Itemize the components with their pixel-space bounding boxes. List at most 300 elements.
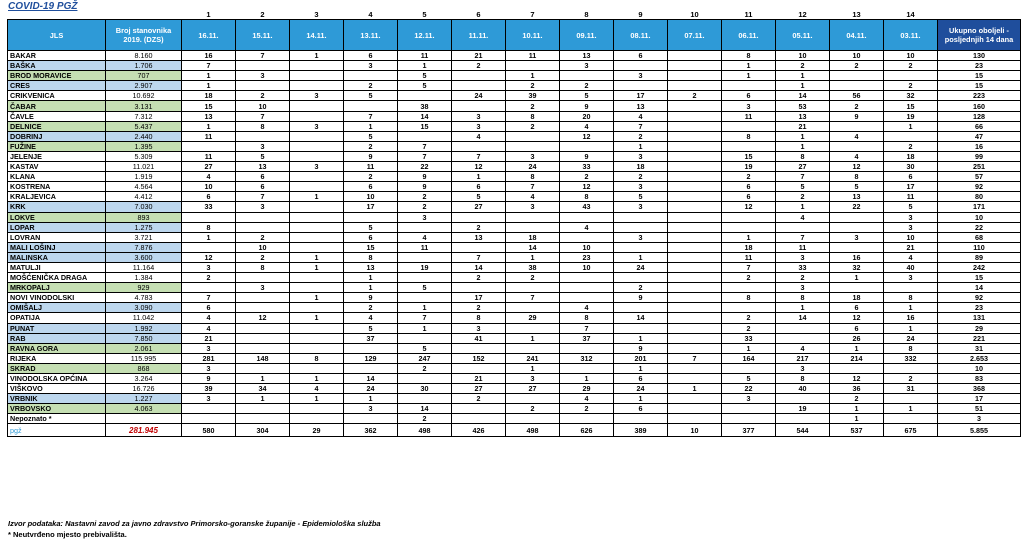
column-number: 14 xyxy=(906,9,915,19)
case-count-cell xyxy=(668,394,722,404)
table-row xyxy=(8,313,1021,323)
case-count-cell xyxy=(398,394,452,404)
case-count-cell: 29 xyxy=(506,313,560,323)
case-count-cell: 5 xyxy=(344,323,398,333)
case-count-cell: 8 xyxy=(722,131,776,141)
case-count-cell: 31 xyxy=(884,384,938,394)
municipality-name: CRIKVENICA xyxy=(8,91,106,101)
case-count-cell: 2 xyxy=(344,141,398,151)
case-count-cell: 3 xyxy=(452,121,506,131)
case-count-cell: 19 xyxy=(884,111,938,121)
total-cell: 130 xyxy=(938,51,1021,61)
population-cell: 1.227 xyxy=(106,394,182,404)
case-count-cell: 6 xyxy=(614,404,668,414)
case-count-cell: 22 xyxy=(830,202,884,212)
case-count-cell: 13 xyxy=(452,232,506,242)
case-count-cell xyxy=(290,71,344,81)
case-count-cell: 18 xyxy=(614,162,668,172)
municipality-name: KOSTRENA xyxy=(8,182,106,192)
summary-cell: 389 xyxy=(614,424,668,437)
case-count-cell xyxy=(668,212,722,222)
case-count-cell: 3 xyxy=(776,252,830,262)
population-cell: 707 xyxy=(106,71,182,81)
case-count-cell: 1 xyxy=(830,273,884,283)
case-count-cell: 7 xyxy=(182,61,236,71)
case-count-cell: 21 xyxy=(776,121,830,131)
case-count-cell: 18 xyxy=(722,242,776,252)
case-count-cell: 8 xyxy=(560,313,614,323)
case-count-cell: 3 xyxy=(290,121,344,131)
case-count-cell: 56 xyxy=(830,91,884,101)
case-count-cell: 7 xyxy=(722,262,776,272)
case-count-cell xyxy=(668,273,722,283)
header-date: 03.11. xyxy=(884,20,938,51)
total-cell: 221 xyxy=(938,333,1021,343)
case-count-cell xyxy=(398,333,452,343)
case-count-cell: 1 xyxy=(776,141,830,151)
case-count-cell xyxy=(290,343,344,353)
population-cell: 7.876 xyxy=(106,242,182,252)
case-count-cell: 2 xyxy=(884,61,938,71)
case-count-cell xyxy=(668,283,722,293)
header-date: 10.11. xyxy=(506,20,560,51)
total-cell: 80 xyxy=(938,192,1021,202)
case-count-cell: 15 xyxy=(398,121,452,131)
case-count-cell: 3 xyxy=(236,202,290,212)
case-count-cell xyxy=(830,363,884,373)
case-count-cell xyxy=(614,81,668,91)
case-count-cell: 40 xyxy=(884,262,938,272)
case-count-cell: 7 xyxy=(236,192,290,202)
case-count-cell: 2 xyxy=(776,61,830,71)
case-count-cell xyxy=(290,242,344,252)
case-count-cell xyxy=(290,404,344,414)
case-count-cell: 7 xyxy=(398,151,452,161)
case-count-cell: 10 xyxy=(560,262,614,272)
population-cell: 929 xyxy=(106,283,182,293)
case-count-cell xyxy=(236,363,290,373)
table-row xyxy=(8,101,1021,111)
case-count-cell: 30 xyxy=(398,384,452,394)
case-count-cell: 5 xyxy=(722,374,776,384)
population-cell: 3.090 xyxy=(106,303,182,313)
case-count-cell xyxy=(506,323,560,333)
case-count-cell xyxy=(722,414,776,424)
case-count-cell xyxy=(830,212,884,222)
case-count-cell xyxy=(506,61,560,71)
case-count-cell xyxy=(290,273,344,283)
municipality-name: MOŠĆENIČKA DRAGA xyxy=(8,273,106,283)
case-count-cell: 1 xyxy=(182,81,236,91)
case-count-cell: 1 xyxy=(344,273,398,283)
case-count-cell: 1 xyxy=(398,61,452,71)
case-count-cell: 18 xyxy=(884,151,938,161)
case-count-cell: 9 xyxy=(560,151,614,161)
case-count-cell: 13 xyxy=(236,162,290,172)
municipality-name: LOKVE xyxy=(8,212,106,222)
case-count-cell: 9 xyxy=(614,343,668,353)
case-count-cell xyxy=(344,363,398,373)
case-count-cell: 5 xyxy=(776,182,830,192)
total-cell: 10 xyxy=(938,363,1021,373)
table-row xyxy=(8,61,1021,71)
case-count-cell xyxy=(398,91,452,101)
case-count-cell xyxy=(290,151,344,161)
column-number: 7 xyxy=(530,9,535,19)
case-count-cell: 4 xyxy=(776,212,830,222)
case-count-cell: 5 xyxy=(398,71,452,81)
total-cell: 51 xyxy=(938,404,1021,414)
case-count-cell xyxy=(668,202,722,212)
total-cell: 92 xyxy=(938,182,1021,192)
case-count-cell xyxy=(452,101,506,111)
total-cell: 66 xyxy=(938,121,1021,131)
case-count-cell xyxy=(506,343,560,353)
column-number: 1 xyxy=(206,9,211,19)
case-count-cell: 1 xyxy=(776,81,830,91)
case-count-cell: 15 xyxy=(182,101,236,111)
total-cell: 22 xyxy=(938,222,1021,232)
population-cell: 3.264 xyxy=(106,374,182,384)
case-count-cell: 5 xyxy=(398,81,452,91)
case-count-cell: 1 xyxy=(884,323,938,333)
case-count-cell: 13 xyxy=(182,111,236,121)
population-cell: 16.726 xyxy=(106,384,182,394)
case-count-cell: 4 xyxy=(182,172,236,182)
case-count-cell xyxy=(452,212,506,222)
case-count-cell: 9 xyxy=(398,182,452,192)
case-count-cell: 22 xyxy=(722,384,776,394)
case-count-cell xyxy=(290,333,344,343)
case-count-cell xyxy=(668,101,722,111)
municipality-name: KLANA xyxy=(8,172,106,182)
case-count-cell: 2 xyxy=(722,172,776,182)
case-count-cell: 1 xyxy=(776,303,830,313)
case-count-cell: 3 xyxy=(182,262,236,272)
case-count-cell: 6 xyxy=(344,232,398,242)
case-count-cell: 9 xyxy=(830,111,884,121)
header-row xyxy=(8,20,1021,51)
case-count-cell xyxy=(290,222,344,232)
case-count-cell: 1 xyxy=(290,293,344,303)
case-count-cell xyxy=(668,232,722,242)
total-cell: 3 xyxy=(938,414,1021,424)
case-count-cell: 7 xyxy=(776,232,830,242)
case-count-cell xyxy=(560,363,614,373)
municipality-name: MALI LOŠINJ xyxy=(8,242,106,252)
population-cell: 8.160 xyxy=(106,51,182,61)
case-count-cell xyxy=(506,212,560,222)
case-count-cell: 39 xyxy=(182,384,236,394)
case-count-cell xyxy=(452,141,506,151)
case-count-cell xyxy=(614,212,668,222)
case-count-cell: 8 xyxy=(884,293,938,303)
case-count-cell: 2 xyxy=(344,303,398,313)
case-count-cell: 11 xyxy=(182,151,236,161)
case-count-cell: 2 xyxy=(398,414,452,424)
case-count-cell: 11 xyxy=(506,51,560,61)
case-count-cell: 33 xyxy=(560,162,614,172)
case-count-cell xyxy=(290,202,344,212)
case-count-cell xyxy=(290,182,344,192)
case-count-cell: 12 xyxy=(560,182,614,192)
case-count-cell: 3 xyxy=(452,323,506,333)
case-count-cell: 26 xyxy=(830,333,884,343)
case-count-cell: 3 xyxy=(506,151,560,161)
column-number-row xyxy=(8,9,1021,20)
case-count-cell: 32 xyxy=(830,262,884,272)
case-count-cell: 2 xyxy=(722,313,776,323)
case-count-cell: 33 xyxy=(722,333,776,343)
table-row xyxy=(8,81,1021,91)
case-count-cell: 23 xyxy=(560,252,614,262)
case-count-cell xyxy=(560,273,614,283)
total-cell: 128 xyxy=(938,111,1021,121)
case-count-cell: 217 xyxy=(776,353,830,363)
header-date: 05.11. xyxy=(776,20,830,51)
table-row xyxy=(8,91,1021,101)
case-count-cell: 2 xyxy=(236,252,290,262)
municipality-name: KASTAV xyxy=(8,162,106,172)
case-count-cell: 17 xyxy=(452,293,506,303)
case-count-cell: 7 xyxy=(452,252,506,262)
case-count-cell xyxy=(344,343,398,353)
case-count-cell: 6 xyxy=(452,182,506,192)
case-count-cell xyxy=(290,111,344,121)
case-count-cell xyxy=(290,323,344,333)
case-count-cell: 2 xyxy=(452,222,506,232)
column-number: 12 xyxy=(798,9,807,19)
column-number: 8 xyxy=(584,9,589,19)
case-count-cell xyxy=(668,252,722,262)
case-count-cell: 2 xyxy=(398,192,452,202)
case-count-cell xyxy=(722,363,776,373)
case-count-cell: 3 xyxy=(182,343,236,353)
case-count-cell xyxy=(884,394,938,404)
case-count-cell: 6 xyxy=(236,182,290,192)
table-row xyxy=(8,303,1021,313)
municipality-name: DOBRINJ xyxy=(8,131,106,141)
case-count-cell xyxy=(398,222,452,232)
case-count-cell xyxy=(668,141,722,151)
case-count-cell xyxy=(452,283,506,293)
case-count-cell: 1 xyxy=(614,252,668,262)
case-count-cell: 1 xyxy=(506,363,560,373)
population-cell: 1.706 xyxy=(106,61,182,71)
table-row xyxy=(8,353,1021,363)
case-count-cell: 11 xyxy=(722,252,776,262)
case-count-cell: 15 xyxy=(722,151,776,161)
case-count-cell: 17 xyxy=(614,91,668,101)
case-count-cell: 2 xyxy=(236,91,290,101)
summary-cell: 498 xyxy=(506,424,560,437)
case-count-cell: 9 xyxy=(182,374,236,384)
case-count-cell xyxy=(290,141,344,151)
total-cell: 17 xyxy=(938,394,1021,404)
summary-population: 281.945 xyxy=(106,424,182,437)
case-count-cell: 3 xyxy=(290,162,344,172)
case-count-cell: 8 xyxy=(776,374,830,384)
table-row xyxy=(8,293,1021,303)
case-count-cell xyxy=(668,192,722,202)
header-jls: JLS xyxy=(8,20,106,51)
case-count-cell: 4 xyxy=(830,151,884,161)
case-count-cell xyxy=(776,333,830,343)
table-row xyxy=(8,202,1021,212)
case-count-cell xyxy=(668,111,722,121)
case-count-cell: 13 xyxy=(614,101,668,111)
population-cell xyxy=(106,414,182,424)
case-count-cell: 1 xyxy=(290,374,344,384)
case-count-cell: 5 xyxy=(344,131,398,141)
case-count-cell: 3 xyxy=(614,71,668,81)
case-count-cell: 4 xyxy=(452,131,506,141)
case-count-cell: 2 xyxy=(344,172,398,182)
case-count-cell xyxy=(236,303,290,313)
case-count-cell xyxy=(452,242,506,252)
header-date: 11.11. xyxy=(452,20,506,51)
case-count-cell: 12 xyxy=(236,313,290,323)
case-count-cell: 3 xyxy=(236,283,290,293)
case-count-cell xyxy=(344,212,398,222)
case-count-cell xyxy=(668,323,722,333)
footer xyxy=(8,518,381,540)
case-count-cell: 6 xyxy=(830,323,884,333)
case-count-cell xyxy=(398,273,452,283)
case-count-cell: 3 xyxy=(830,232,884,242)
case-count-cell: 8 xyxy=(560,192,614,202)
case-count-cell: 4 xyxy=(560,303,614,313)
case-count-cell: 6 xyxy=(614,51,668,61)
population-cell: 4.412 xyxy=(106,192,182,202)
case-count-cell: 3 xyxy=(722,101,776,111)
population-cell: 7.850 xyxy=(106,333,182,343)
case-count-cell: 12 xyxy=(722,202,776,212)
case-count-cell xyxy=(722,303,776,313)
case-count-cell: 241 xyxy=(506,353,560,363)
case-count-cell: 15 xyxy=(344,242,398,252)
municipality-name: ČAVLE xyxy=(8,111,106,121)
case-count-cell: 4 xyxy=(560,394,614,404)
case-count-cell: 11 xyxy=(884,192,938,202)
case-count-cell: 1 xyxy=(884,121,938,131)
population-cell: 5.309 xyxy=(106,151,182,161)
summary-cell: 537 xyxy=(830,424,884,437)
case-count-cell: 24 xyxy=(884,333,938,343)
case-count-cell: 3 xyxy=(614,232,668,242)
table-row xyxy=(8,262,1021,272)
case-count-cell: 1 xyxy=(830,404,884,414)
header-date: 15.11. xyxy=(236,20,290,51)
case-count-cell: 4 xyxy=(398,232,452,242)
total-cell: 99 xyxy=(938,151,1021,161)
case-count-cell xyxy=(830,81,884,91)
total-cell: 31 xyxy=(938,343,1021,353)
total-cell: 171 xyxy=(938,202,1021,212)
case-count-cell xyxy=(830,242,884,252)
case-count-cell xyxy=(452,363,506,373)
table-row xyxy=(8,172,1021,182)
population-cell: 10.692 xyxy=(106,91,182,101)
table-row xyxy=(8,192,1021,202)
case-count-cell: 18 xyxy=(830,293,884,303)
case-count-cell xyxy=(830,141,884,151)
case-count-cell xyxy=(290,232,344,242)
case-count-cell: 2 xyxy=(722,273,776,283)
case-count-cell xyxy=(668,414,722,424)
population-cell: 4.783 xyxy=(106,293,182,303)
table-row xyxy=(8,343,1021,353)
case-count-cell xyxy=(236,222,290,232)
summary-cell: 544 xyxy=(776,424,830,437)
case-count-cell xyxy=(668,151,722,161)
case-count-cell: 5 xyxy=(236,151,290,161)
population-cell: 4.564 xyxy=(106,182,182,192)
header-date: 12.11. xyxy=(398,20,452,51)
case-count-cell: 10 xyxy=(236,101,290,111)
case-count-cell: 1 xyxy=(452,172,506,182)
case-count-cell xyxy=(290,101,344,111)
case-count-cell: 2 xyxy=(560,172,614,182)
case-count-cell: 3 xyxy=(614,182,668,192)
table-row xyxy=(8,212,1021,222)
case-count-cell: 214 xyxy=(830,353,884,363)
case-count-cell: 43 xyxy=(560,202,614,212)
case-count-cell xyxy=(830,283,884,293)
case-count-cell: 29 xyxy=(560,384,614,394)
column-number: 9 xyxy=(638,9,643,19)
case-count-cell: 7 xyxy=(398,313,452,323)
case-count-cell xyxy=(722,81,776,91)
case-count-cell xyxy=(452,71,506,81)
case-count-cell: 2 xyxy=(398,363,452,373)
case-count-cell: 14 xyxy=(452,262,506,272)
case-count-cell: 1 xyxy=(884,404,938,414)
case-count-cell xyxy=(560,343,614,353)
column-number: 4 xyxy=(368,9,373,19)
case-count-cell xyxy=(884,131,938,141)
case-count-cell: 4 xyxy=(830,131,884,141)
case-count-cell: 8 xyxy=(722,51,776,61)
column-number: 13 xyxy=(852,9,861,19)
header-date: 04.11. xyxy=(830,20,884,51)
case-count-cell: 5 xyxy=(344,222,398,232)
case-count-cell: 21 xyxy=(884,242,938,252)
case-count-cell xyxy=(668,61,722,71)
case-count-cell xyxy=(668,404,722,414)
case-count-cell: 2 xyxy=(614,131,668,141)
case-count-cell: 17 xyxy=(344,202,398,212)
case-count-cell xyxy=(722,283,776,293)
total-cell: 160 xyxy=(938,101,1021,111)
case-count-cell xyxy=(668,363,722,373)
table-row xyxy=(8,273,1021,283)
case-count-cell xyxy=(776,394,830,404)
case-count-cell xyxy=(668,121,722,131)
case-count-cell: 3 xyxy=(236,141,290,151)
case-count-cell: 3 xyxy=(290,91,344,101)
header-date: 06.11. xyxy=(722,20,776,51)
population-cell: 2.440 xyxy=(106,131,182,141)
municipality-name: VINODOLSKA OPĆINA xyxy=(8,374,106,384)
municipality-name: CRES xyxy=(8,81,106,91)
header-date: 07.11. xyxy=(668,20,722,51)
case-count-cell xyxy=(560,141,614,151)
case-count-cell: 12 xyxy=(830,162,884,172)
case-count-cell: 2 xyxy=(830,394,884,404)
case-count-cell: 2 xyxy=(506,81,560,91)
case-count-cell xyxy=(398,252,452,262)
